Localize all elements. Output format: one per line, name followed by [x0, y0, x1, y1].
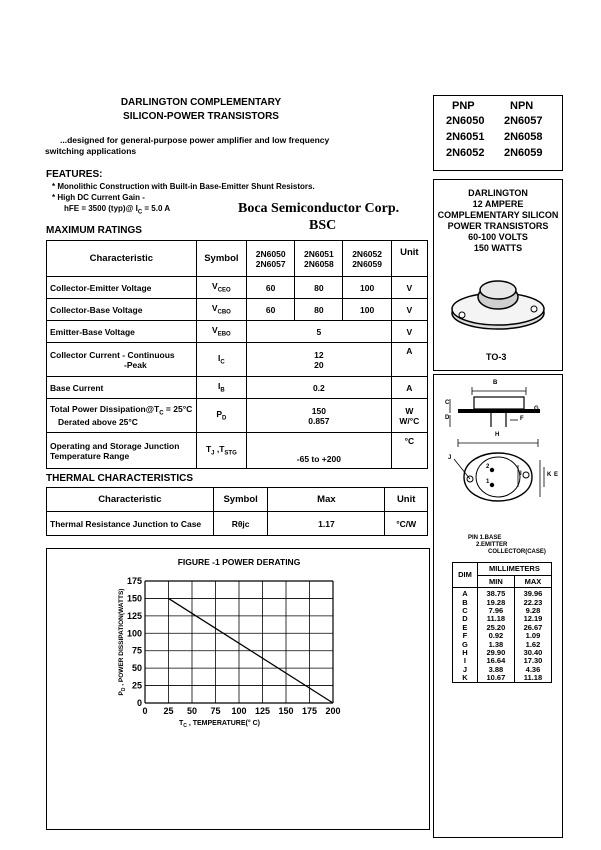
x-tick-label: 50 [186, 706, 198, 716]
dim-max: 26.67 [523, 622, 543, 632]
y-tick-label: 0 [136, 698, 142, 708]
unit-cell: V [391, 299, 427, 321]
dimensions-table [452, 562, 552, 683]
value-cell: 100 [343, 299, 391, 321]
value-cell: -65 to +200 [247, 433, 392, 469]
x-tick-label: 0 [142, 706, 148, 716]
dim-row [453, 588, 552, 599]
description-line1: ...designed for general-purpose power amplifier and low frequency [60, 135, 330, 145]
value-cell: 80 [295, 277, 343, 299]
power-derating-chart [47, 549, 429, 829]
part-number-box [433, 95, 563, 171]
thermal-characteristic-cell: Thermal Resistance Junction to Case [47, 512, 214, 536]
unit-cell: °C [391, 433, 427, 469]
characteristic-cell: Operating and Storage Junction Temperature Range [47, 433, 197, 469]
dim-min: 38.75 [477, 588, 514, 599]
thermal-unit-header: Unit [385, 488, 428, 512]
dim-min: 11.18 [477, 615, 514, 623]
mechanical-drawing-box [433, 374, 563, 838]
max-ratings-heading: MAXIMUM RATINGS [46, 225, 142, 236]
x-tick-label: 150 [278, 706, 294, 716]
part-pnp: 2N6050 [446, 115, 485, 127]
dim-max: 30.40 [523, 647, 543, 657]
thermal-heading: THERMAL CHARACTERISTICS [46, 473, 194, 484]
dim-max: 22.23 [523, 597, 543, 607]
symbol-cell: $V_{CEO}$ [196, 277, 246, 299]
features-heading: FEATURES: [46, 169, 103, 180]
dim-letter: H [453, 649, 478, 657]
company-abbr: BSC [309, 218, 337, 233]
table-row [47, 299, 428, 321]
dim-letter: I [453, 657, 478, 665]
dim-letter: J [453, 666, 478, 674]
value-cell: 150 0.857 [247, 399, 392, 433]
y-tick-label: 175 [126, 576, 142, 586]
to3-package-drawing [448, 275, 548, 345]
characteristic-cell: Collector-Base Voltage [47, 299, 197, 321]
dim-letter: C [453, 607, 478, 615]
x-tick-label: 125 [254, 706, 271, 716]
dim-max: 1.09 [525, 631, 541, 641]
characteristic-header: Characteristic [47, 241, 197, 277]
value-cell: 12 20 [247, 343, 392, 377]
thermal-unit-cell: °C/W [385, 512, 428, 536]
unit-cell: A [391, 377, 427, 399]
pnp-header: PNP [452, 100, 475, 112]
hfe-spec: hFE = 3500 (typ)@ $I_C = 5.0$ A [64, 204, 171, 216]
y-tick-label: 25 [131, 680, 142, 691]
value-cell: 5 [247, 321, 392, 343]
value-cell: 0.2 [247, 377, 392, 399]
summary-line: 12 AMPERE [472, 199, 524, 209]
dim-row [453, 674, 552, 683]
part-npn: 2N6059 [504, 147, 543, 159]
title-line2: SILICON-POWER TRANSISTORS [123, 111, 279, 122]
x-tick-label: 100 [231, 706, 247, 716]
summary-line: DARLINGTON [468, 188, 528, 198]
summary-line: COMPLEMENTARY SILICON [437, 210, 559, 220]
y-tick-label: 100 [126, 628, 142, 639]
x-tick-label: 200 [325, 706, 341, 716]
dim-label-b: B [493, 380, 498, 386]
summary-box [433, 179, 563, 371]
symbol-header: Symbol [196, 241, 246, 277]
dim-label-g: G [534, 406, 539, 412]
unit-cell: V [391, 321, 427, 343]
dim-max: 39.96 [523, 589, 543, 599]
characteristic-cell: Base Current [47, 377, 197, 399]
table-row [47, 512, 428, 536]
thermal-table [46, 487, 428, 536]
dim-min: 29.90 [477, 649, 514, 657]
unit-cell: V [391, 277, 427, 299]
pin-label-2: 2 [486, 464, 490, 470]
outline-drawing [434, 375, 562, 535]
thermal-characteristic-header: Characteristic [47, 488, 214, 512]
feature-item: * High DC Current Gain - [52, 193, 145, 202]
part-col-header: 2N6051 2N6058 [295, 241, 343, 277]
npn-header: NPN [510, 100, 534, 112]
summary-line: 60-100 VOLTS [468, 232, 528, 242]
dim-max: 12.19 [523, 614, 543, 624]
symbol-cell: $V_{EBO}$ [196, 321, 246, 343]
feature-item: * Monolithic Construction with Built-in Base-Emitter Shunt Resistors. [52, 182, 315, 191]
table-row [47, 399, 428, 433]
x-tick-label: 25 [163, 706, 174, 716]
package-label: TO-3 [486, 352, 507, 362]
dim-letter: D [453, 615, 478, 623]
part-col-header: 2N6052 2N6059 [343, 241, 391, 277]
thermal-max-cell: 1.17 [268, 512, 385, 536]
y-tick-label: 50 [131, 663, 142, 674]
table-row [47, 377, 428, 399]
min-header: MIN [477, 576, 514, 588]
value-cell: 60 [247, 277, 295, 299]
dim-label-j: J [448, 455, 452, 461]
dim-min: 3.88 [477, 666, 514, 674]
part-npn: 2N6058 [504, 131, 543, 143]
table-row [47, 321, 428, 343]
value-cell: 100 [343, 277, 391, 299]
dimensions-body [453, 588, 552, 683]
x-tick-label: 175 [301, 706, 318, 716]
dim-label-e: E [554, 472, 559, 478]
dim-label-c: C [445, 400, 450, 406]
chart-title: FIGURE -1 POWER DERATING [177, 557, 301, 567]
max-header: MAX [514, 576, 551, 588]
summary-line: 150 WATTS [473, 243, 523, 253]
dim-max: 11.18 [523, 673, 543, 683]
y-tick-label: 75 [131, 645, 142, 656]
x-axis-label: $T_C$ , TEMPERATURE(° C) [179, 720, 260, 729]
unit-cell: A [391, 343, 427, 377]
dim-min: 25.20 [477, 624, 514, 632]
part-pnp: 2N6052 [446, 147, 485, 159]
characteristic-cell: Collector-Emitter Voltage [47, 277, 197, 299]
symbol-cell: $V_{CBO}$ [196, 299, 246, 321]
company-name: Boca Semiconductor Corp. [238, 201, 400, 216]
dim-header: DIM [453, 563, 478, 588]
unit-header: Unit [391, 241, 427, 277]
symbol-cell: $I_B$ [196, 377, 246, 399]
symbol-cell: $P_D$ [196, 399, 246, 433]
dim-max: 1.62 [525, 639, 541, 649]
table-row [47, 277, 428, 299]
symbol-cell: $I_C$ [196, 343, 246, 377]
dim-label-h: H [495, 432, 500, 438]
value-cell: 80 [295, 299, 343, 321]
thermal-symbol-cell: Rθjc [213, 512, 268, 536]
thermal-symbol-header: Symbol [213, 488, 268, 512]
part-npn: 2N6057 [504, 115, 543, 127]
thermal-max-header: Max [268, 488, 385, 512]
pin-legend: PIN 1.BASE 2.EMITTER COLLECTOR(CASE) [468, 535, 546, 555]
dim-min: 19.28 [477, 598, 514, 606]
value-cell: 60 [247, 299, 295, 321]
dim-max: 17.30 [523, 656, 543, 666]
y-tick-label: 150 [126, 593, 142, 604]
dim-label-f: F [520, 416, 524, 422]
x-tick-label: 75 [210, 706, 221, 716]
dim-label-i: I [520, 471, 522, 477]
dim-letter: G [453, 640, 478, 648]
dim-min: 7.96 [477, 607, 514, 615]
table-row [47, 343, 428, 377]
part-pnp: 2N6051 [446, 131, 485, 143]
max-ratings-table [46, 240, 428, 469]
characteristic-cell: Emitter-Base Voltage [47, 321, 197, 343]
summary-line: POWER TRANSISTORS [447, 221, 549, 231]
dim-letter: F [453, 632, 478, 640]
title-line1: DARLINGTON COMPLEMENTARY [120, 97, 282, 108]
dim-letter: K [453, 674, 478, 683]
power-derating-figure [46, 548, 430, 830]
dim-max: 9.28 [525, 605, 541, 615]
dim-min: 16.64 [477, 657, 514, 665]
dim-label-k: K [547, 472, 552, 478]
symbol-cell: $T_J$ $,T_{STG}$ [196, 433, 246, 469]
dim-letter: B [453, 598, 478, 606]
characteristic-cell: Total Power $Dissipation@T_C = 25^\circ C$ Derated above 25°C [47, 399, 197, 433]
dim-min: 10.67 [477, 674, 514, 683]
dim-min: 0.92 [477, 632, 514, 640]
part-col-header: 2N6050 2N6057 [247, 241, 295, 277]
mm-header: MILLIMETERS [477, 563, 551, 576]
dim-letter: A [453, 588, 478, 599]
characteristic-cell: Collector Current - Continuous -Peak [47, 343, 197, 377]
table-row [47, 433, 428, 469]
dim-label-d: D [445, 415, 450, 421]
unit-cell: W W/°C [391, 399, 427, 433]
dim-min: 1.38 [477, 640, 514, 648]
y-axis-label: $P_D$ , POWER DISSIPATION(WATTS) [118, 588, 127, 696]
description-line2: switching applications [45, 146, 137, 156]
y-tick-label: 125 [126, 610, 142, 621]
pin-label-1: 1 [486, 479, 490, 485]
dim-letter: E [453, 624, 478, 632]
dim-max: 4.36 [525, 664, 541, 674]
